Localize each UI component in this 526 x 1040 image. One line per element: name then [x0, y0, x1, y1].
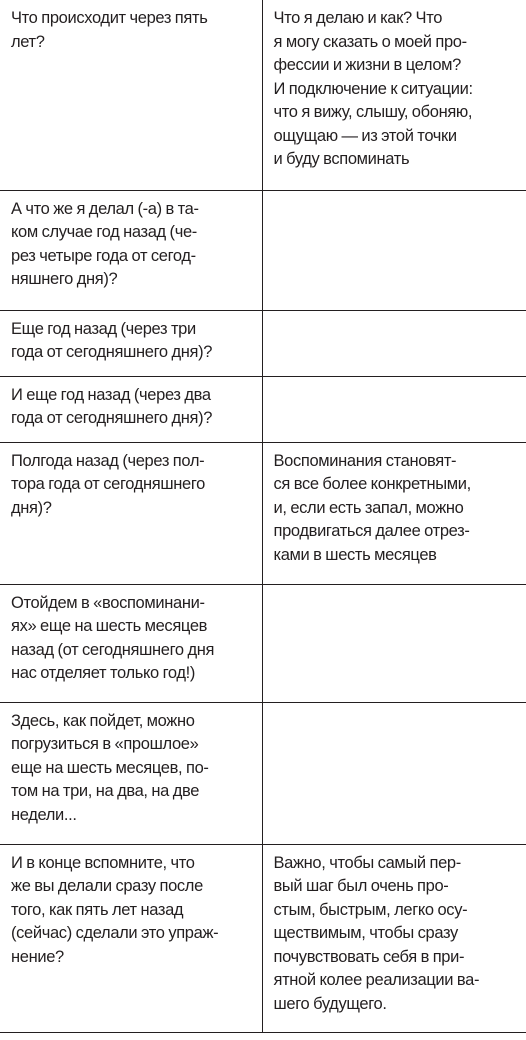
text-line: недели... [11, 805, 77, 824]
text-line: И в конце вспомните, что [11, 853, 195, 872]
text-line: тора года от сегодняшнего [11, 475, 205, 493]
text-line: (сейчас) сделали это упраж- [11, 924, 219, 942]
table-row [0, 442, 526, 584]
text-line: А что же я делал (-а) в та- [11, 199, 199, 218]
text-line: того, как пять лет назад [11, 900, 184, 919]
text-line: и буду вспоминать [273, 150, 410, 168]
question-cell [0, 584, 262, 702]
text-line: рез четыре года от сегод- [11, 246, 196, 265]
text-line: Важно, чтобы самый пер- [273, 853, 461, 872]
question-cell [0, 442, 262, 584]
note-cell [262, 702, 526, 844]
text-line: шего будущего. [273, 994, 387, 1013]
note-cell [262, 310, 526, 376]
text-line: няшнего дня)? [11, 270, 118, 288]
question-cell [0, 190, 262, 310]
text-line: Отойдем в «воспоминани- [11, 593, 205, 612]
question-cell [0, 376, 262, 442]
text-line: ях» еще на шесть месяцев [11, 617, 208, 635]
text-line: ками в шесть месяцев [273, 545, 437, 564]
question-cell [0, 844, 262, 1032]
table-row [0, 376, 526, 442]
note-cell [262, 190, 526, 310]
text-line: том на три, на два, на две [11, 782, 200, 800]
text-line: продвигаться далее отрез- [273, 522, 470, 540]
text-line: фессии и жизни в целом? [273, 56, 462, 74]
text-line: И еще год назад (через два [11, 385, 211, 404]
note-cell [262, 442, 526, 584]
text-line: я могу сказать о моей про- [273, 32, 467, 51]
text-line: Что я делаю и как? Что [273, 9, 443, 27]
note-cell [262, 584, 526, 702]
text-line: дня)? [11, 498, 52, 517]
text-line: погрузиться в «прошлое» [11, 735, 199, 753]
table-row [0, 584, 526, 702]
text-line: года от сегодняшнего дня)? [11, 409, 213, 427]
text-line: И подключение к ситуации: [273, 79, 473, 98]
text-line: ществимым, чтобы сразу [273, 924, 458, 942]
table-row [0, 310, 526, 376]
text-line: лет? [11, 32, 45, 51]
text-line: нас отделяет только год!) [11, 664, 196, 682]
note-cell [262, 376, 526, 442]
text-line: вый шаг был очень про- [273, 877, 449, 895]
text-line: Еще год назад (через три [11, 319, 196, 338]
question-cell [0, 310, 262, 376]
text-line: ся все более конкретными, [273, 475, 471, 493]
note-cell [262, 0, 526, 190]
text-line: еще на шесть месяцев, по- [11, 758, 209, 777]
text-line: стым, быстрым, легко осу- [273, 900, 468, 919]
text-line: Здесь, как пойдет, можно [11, 711, 195, 730]
text-line: года от сегодняшнего дня)? [11, 343, 213, 361]
text-line: Полгода назад (через пол- [11, 451, 205, 470]
text-line: ятной колее реализации ва- [273, 971, 480, 989]
table-row [0, 702, 526, 844]
text-line: что я вижу, слышу, обоняю, [273, 103, 473, 121]
text-line: же вы делали сразу после [11, 877, 203, 895]
text-line: нение? [11, 947, 64, 966]
text-line: Что происходит через пять [11, 9, 208, 27]
text-line: и, если есть запал, можно [273, 498, 464, 517]
text-line: Воспоминания становят- [273, 451, 457, 470]
table-row [0, 190, 526, 310]
text-line: назад (от сегодняшнего дня [11, 640, 215, 659]
note-cell [262, 844, 526, 1032]
text-line: ком случае год назад (че- [11, 223, 197, 241]
question-cell [0, 0, 262, 190]
table-row [0, 0, 526, 190]
table-row [0, 844, 526, 1032]
question-cell [0, 702, 262, 844]
text-line: ощущаю — из этой точки [273, 126, 457, 145]
text-line: почувствовать себя в при- [273, 947, 465, 966]
